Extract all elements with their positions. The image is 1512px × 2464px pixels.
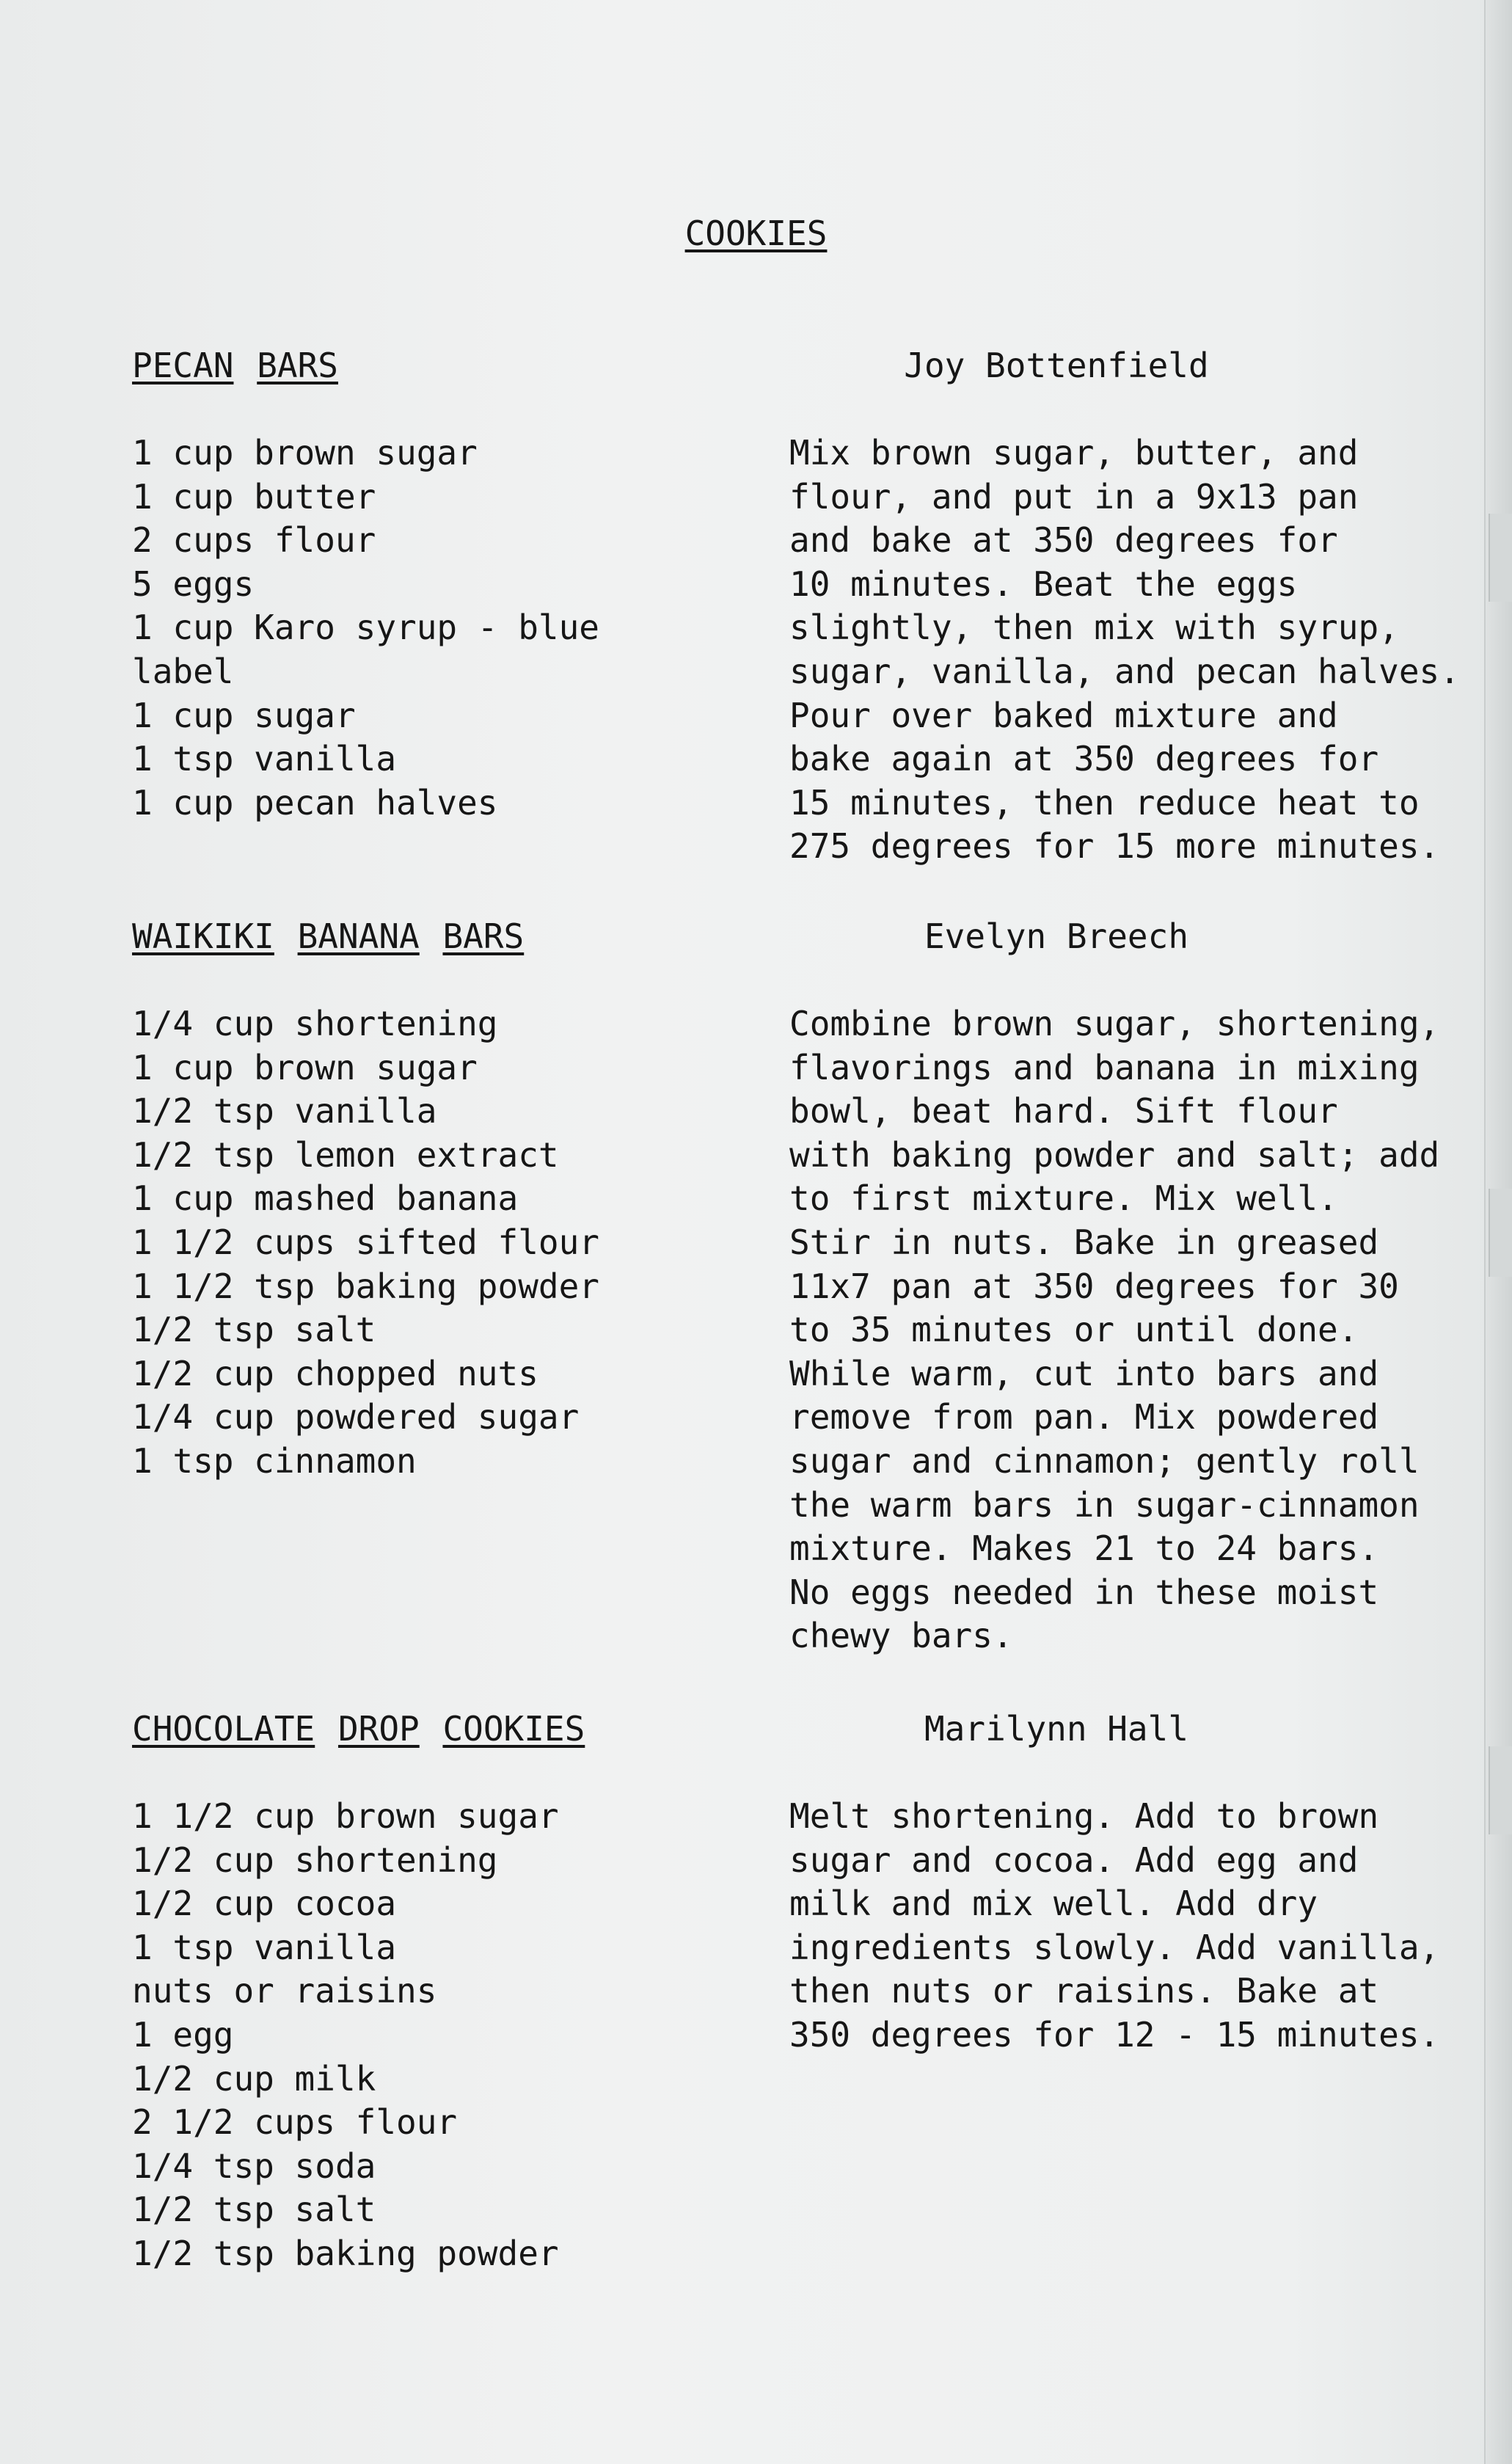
recipe-title-word: BARS [442, 916, 525, 956]
direction-line: flour, and put in a 9x13 pan [789, 476, 1359, 517]
recipe-title-word: DROP [337, 1709, 420, 1749]
direction-line: sugar and cinnamon; gently roll [789, 1440, 1420, 1481]
direction-line: then nuts or raisins. Bake at [789, 1971, 1379, 2011]
ingredient-item: 1/4 tsp soda [132, 2146, 376, 2186]
ingredient-item: 1/2 tsp salt [132, 2190, 376, 2230]
recipe-title-word: COOKIES [442, 1709, 585, 1749]
ingredient-list [132, 1795, 660, 2276]
recipe-directions [789, 431, 1501, 869]
direction-line: While warm, cut into bars and [789, 1353, 1379, 1393]
ingredient-item: 1/2 tsp vanilla [132, 1091, 437, 1131]
ingredient-item: 1/2 tsp lemon extract [132, 1134, 559, 1175]
direction-line: milk and mix well. Add dry [789, 1884, 1318, 1924]
ingredient-item: 1 tsp cinnamon [132, 1440, 417, 1481]
direction-line: 10 minutes. Beat the eggs [789, 564, 1298, 604]
ingredient-item: 1 cup pecan halves [132, 782, 498, 823]
direction-line: to 35 minutes or until done. [789, 1310, 1359, 1350]
ingredient-item: 1 tsp vanilla [132, 1927, 397, 1967]
recipe-title-word: PECAN [132, 346, 234, 385]
ingredient-item: 1/2 cup shortening [132, 1840, 498, 1880]
direction-line: sugar and cocoa. Add egg and [789, 1840, 1359, 1880]
direction-line: 275 degrees for 15 more minutes. [789, 826, 1440, 867]
direction-line: and bake at 350 degrees for [789, 520, 1338, 561]
direction-line: bowl, beat hard. Sift flour [789, 1091, 1338, 1131]
ingredient-item: 1/4 cup powdered sugar [132, 1397, 580, 1437]
ingredient-item: 1 tsp vanilla [132, 739, 397, 779]
ingredient-item: 2 cups flour [132, 520, 376, 561]
ingredient-list [132, 1002, 660, 1484]
direction-line: bake again at 350 degrees for [789, 739, 1379, 779]
ingredient-item: 1 cup Karo syrup - blue [132, 608, 599, 648]
direction-line: No eggs needed in these moist [789, 1572, 1379, 1612]
recipe-title-word: BARS [257, 346, 338, 385]
direction-line: slightly, then mix with syrup, [789, 608, 1399, 648]
ingredient-item: 1 cup brown sugar [132, 433, 478, 473]
ingredient-item: 1 cup mashed banana [132, 1178, 519, 1219]
recipe-author: Marilynn Hall [924, 1709, 1189, 1749]
direction-line: Combine brown sugar, shortening, [789, 1004, 1440, 1043]
ingredient-list [132, 431, 660, 825]
ingredient-item: 1/2 tsp baking powder [132, 2233, 559, 2273]
ingredient-item: 5 eggs [132, 564, 255, 604]
direction-line: mixture. Makes 21 to 24 bars. [789, 1528, 1379, 1569]
ingredient-item: 1 1/2 tsp baking powder [132, 1266, 599, 1306]
ingredient-item: label [132, 651, 234, 691]
ingredient-item: 1 1/2 cups sifted flour [132, 1222, 599, 1262]
ingredient-item: 1 egg [132, 2014, 234, 2055]
direction-line: the warm bars in sugar-cinnamon [789, 1484, 1420, 1525]
ingredient-item: 1 cup sugar [132, 695, 356, 735]
direction-line: flavorings and banana in mixing [789, 1047, 1420, 1087]
recipe-directions [789, 1795, 1501, 2057]
direction-line: chewy bars. [789, 1616, 1013, 1656]
ingredient-item: 1/2 cup chopped nuts [132, 1353, 538, 1393]
ingredient-item: 1/4 cup shortening [132, 1004, 498, 1043]
ingredient-item: 1/2 tsp salt [132, 1310, 376, 1350]
direction-line: Pour over baked mixture and [789, 695, 1338, 735]
ingredient-item: 1 cup butter [132, 476, 376, 517]
direction-line: 350 degrees for 12 - 15 minutes. [789, 2014, 1440, 2055]
recipe-title-word: CHOCOLATE [132, 1709, 315, 1749]
ingredient-item: nuts or raisins [132, 1971, 437, 2011]
ingredient-item: 1/2 cup cocoa [132, 1884, 397, 1924]
recipe-title [132, 914, 524, 958]
direction-line: 15 minutes, then reduce heat to [789, 782, 1420, 823]
recipe-author: Joy Bottenfield [904, 346, 1209, 385]
recipe-title [132, 343, 338, 387]
recipe-directions [789, 1002, 1501, 1658]
direction-line: Stir in nuts. Bake in greased [789, 1222, 1379, 1262]
recipe-title-word: BANANA [297, 916, 420, 956]
page-title: COOKIES [684, 214, 828, 253]
direction-line: Melt shortening. Add to brown [789, 1796, 1379, 1836]
ingredient-item: 2 1/2 cups flour [132, 2102, 458, 2143]
direction-line: 11x7 pan at 350 degrees for 30 [789, 1266, 1399, 1306]
direction-line: sugar, vanilla, and pecan halves. [789, 651, 1460, 691]
ingredient-item: 1 1/2 cup brown sugar [132, 1796, 559, 1836]
recipe-title [132, 1707, 585, 1751]
ingredient-item: 1/2 cup milk [132, 2058, 376, 2099]
direction-line: with baking powder and salt; add [789, 1134, 1440, 1175]
direction-line: remove from pan. Mix powdered [789, 1397, 1379, 1437]
ingredient-item: 1 cup brown sugar [132, 1047, 478, 1087]
recipe-author: Evelyn Breech [924, 916, 1189, 956]
direction-line: to first mixture. Mix well. [789, 1178, 1338, 1219]
direction-line: ingredients slowly. Add vanilla, [789, 1927, 1440, 1967]
recipe-title-word: WAIKIKI [132, 916, 274, 956]
direction-line: Mix brown sugar, butter, and [789, 433, 1359, 473]
